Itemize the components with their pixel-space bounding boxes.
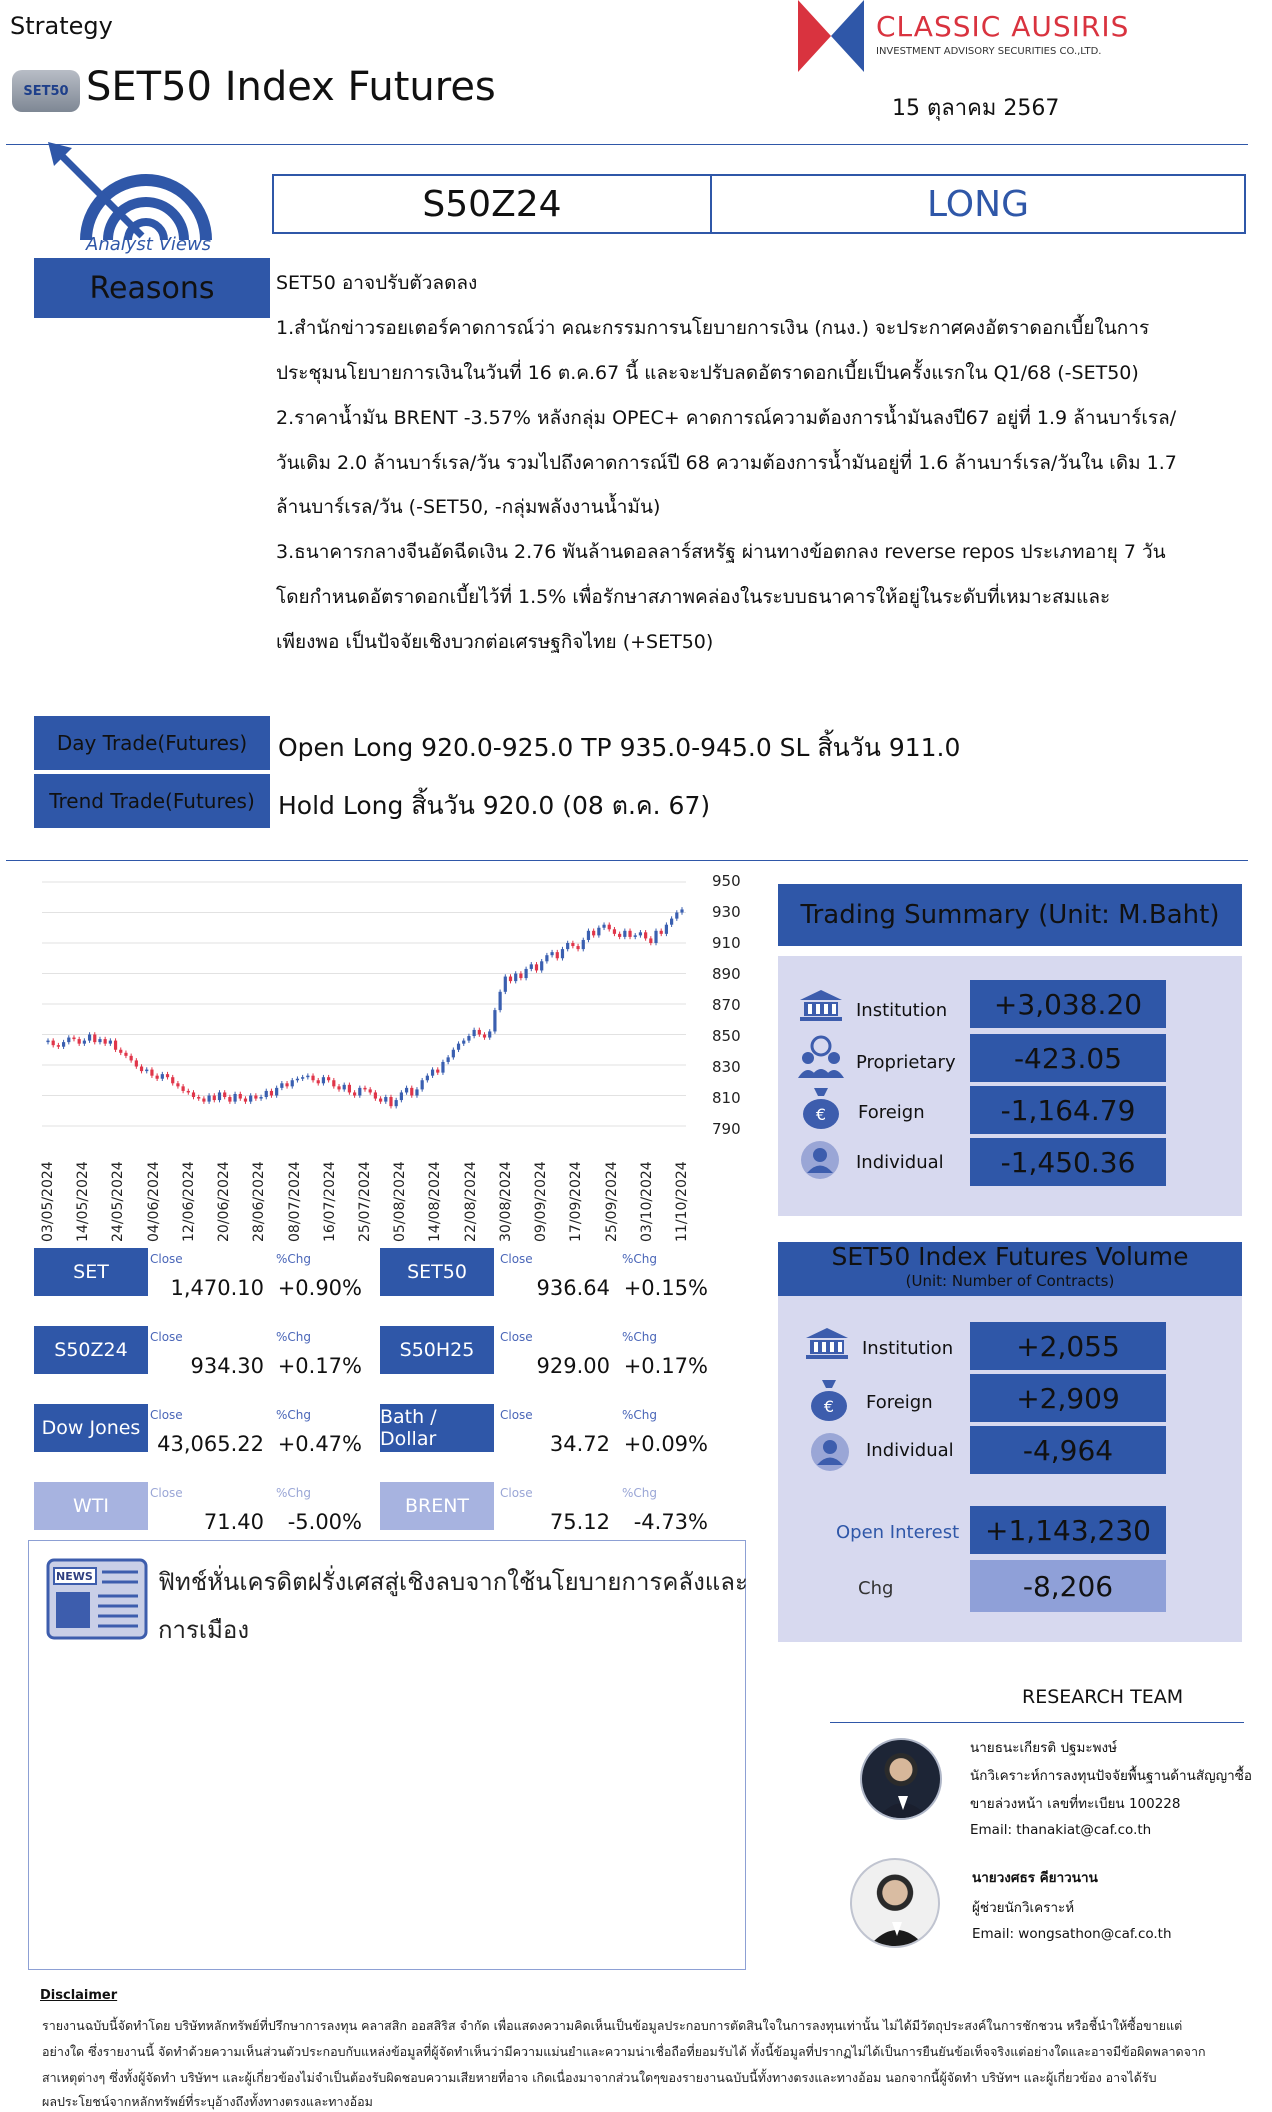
candle xyxy=(576,946,579,949)
candle xyxy=(72,1038,75,1040)
candle xyxy=(660,931,663,934)
set50-badge xyxy=(12,70,80,112)
ts-label-foreign: Foreign xyxy=(858,1102,925,1123)
candle xyxy=(379,1099,382,1102)
candle xyxy=(348,1085,351,1093)
candle xyxy=(519,974,522,979)
candle xyxy=(493,1010,496,1031)
candle xyxy=(389,1097,392,1106)
y-tick: 870 xyxy=(712,996,741,1014)
candle xyxy=(592,931,595,936)
y-tick: 910 xyxy=(712,934,741,952)
chg-label: %Chg xyxy=(622,1408,658,1422)
close-label: Close xyxy=(150,1408,183,1422)
vol-label-individual: Individual xyxy=(866,1440,954,1461)
candle xyxy=(436,1070,439,1073)
candle xyxy=(78,1039,81,1044)
candle xyxy=(514,974,517,982)
candle xyxy=(213,1096,216,1101)
market-tile-brent: BRENT xyxy=(380,1482,494,1530)
disclaimer-title: Disclaimer xyxy=(40,1988,118,2003)
market-chg: +0.09% xyxy=(623,1432,708,1456)
researcher-name: นายธนะเกียรติ ปฐมะพงษ์ xyxy=(970,1740,1118,1756)
candle xyxy=(639,932,642,935)
volume-title: SET50 Index Futures Volume xyxy=(831,1242,1189,1271)
candle xyxy=(207,1096,210,1102)
y-tick: 830 xyxy=(712,1058,741,1076)
x-tick: 08/07/2024 xyxy=(286,1161,303,1242)
news-headline-2[interactable]: การเมือง xyxy=(158,1616,250,1644)
x-tick: 25/07/2024 xyxy=(357,1161,373,1242)
market-tile-s50z24: S50Z24 xyxy=(34,1326,148,1374)
bank-icon xyxy=(804,1326,850,1360)
disclaimer-line: อย่างใด ซึ่งรายงานนี้ จัดทำด้วยความเห็นส่วนตัวประกอบกับแหล่งข้อมูลที่ผู้จัดทำเห็นว่ามีความแม่นยำและความน่าเชื่อถือที่ยอมรับได้ ทั้งนี้ข้อมูลที่ปรากฏไม่ได้เป็นการยืนยันข้อเท็จจริงแต่อย่างใดและอาจมีข้อผิดพลาดจาก xyxy=(42,2044,1206,2059)
candle xyxy=(623,931,626,937)
candle xyxy=(124,1053,127,1056)
market-chg: +0.15% xyxy=(623,1276,708,1300)
candle xyxy=(332,1080,335,1086)
candle xyxy=(244,1099,247,1102)
candle xyxy=(649,938,652,943)
candle xyxy=(150,1070,153,1076)
x-tick: 24/05/2024 xyxy=(110,1161,127,1242)
svg-text:€: € xyxy=(823,1397,835,1416)
person-icon xyxy=(810,1432,850,1472)
y-tick: 950 xyxy=(712,872,741,890)
candle xyxy=(441,1062,444,1073)
ts-label-individual: Individual xyxy=(856,1152,944,1173)
candle xyxy=(337,1086,340,1089)
candle xyxy=(161,1074,164,1079)
trend-trade-text: Hold Long สิ้นวัน 920.0 (08 ต.ค. 67) xyxy=(278,791,711,820)
candle xyxy=(675,913,678,919)
page-title: SET50 Index Futures xyxy=(86,64,496,110)
candle xyxy=(145,1070,148,1072)
y-tick: 890 xyxy=(712,965,741,983)
group-icon xyxy=(798,1034,844,1078)
candle xyxy=(67,1038,70,1043)
candle xyxy=(530,964,533,969)
money-bag-icon xyxy=(808,1378,850,1422)
candle xyxy=(488,1031,491,1037)
market-tile-s50h25: S50H25 xyxy=(380,1326,494,1374)
trend-trade-label: Trend Trade(Futures) xyxy=(34,774,270,828)
candle xyxy=(202,1099,205,1102)
candle xyxy=(228,1097,231,1102)
candle xyxy=(473,1030,476,1036)
reason-line: ล้านบาร์เรล/วัน (-SET50, -กลุ่มพลังงานน้ำมัน) xyxy=(276,496,661,518)
close-label: Close xyxy=(500,1408,533,1422)
candle xyxy=(109,1041,112,1044)
research-team-title: RESEARCH TEAM xyxy=(1022,1686,1184,1708)
vol-value-individual: -4,964 xyxy=(970,1426,1166,1474)
researcher-role: ผู้ช่วยนักวิเคราะห์ xyxy=(972,1900,1075,1916)
market-close: 75.12 xyxy=(549,1510,610,1534)
person-icon xyxy=(800,1140,840,1180)
candle xyxy=(156,1076,159,1079)
candle xyxy=(452,1050,455,1058)
contract-position: LONG xyxy=(927,183,1029,225)
candle xyxy=(119,1050,122,1053)
candle xyxy=(613,929,616,934)
chg-label: %Chg xyxy=(276,1252,312,1266)
day-trade-text: Open Long 920.0-925.0 TP 935.0-945.0 SL สิ้นวัน 911.0 xyxy=(278,733,961,762)
x-tick: 04/06/2024 xyxy=(145,1161,162,1242)
trading-summary-title: Trading Summary (Unit: M.Baht) xyxy=(778,884,1242,946)
candle xyxy=(306,1076,309,1078)
candle xyxy=(582,940,585,949)
candle xyxy=(415,1089,418,1095)
market-chg: +0.90% xyxy=(277,1276,362,1300)
close-label: Close xyxy=(500,1330,533,1344)
x-tick: 11/10/2024 xyxy=(674,1161,690,1242)
ts-label-proprietary: Proprietary xyxy=(856,1052,956,1073)
researcher-name: นายวงศธร คียาวนาน xyxy=(972,1870,1098,1886)
x-tick: 14/05/2024 xyxy=(75,1161,92,1242)
candle xyxy=(499,992,502,1010)
candle xyxy=(254,1096,257,1099)
candle xyxy=(608,925,611,930)
market-chg: -4.73% xyxy=(633,1510,708,1534)
candle xyxy=(166,1074,169,1077)
ts-value-foreign: -1,164.79 xyxy=(970,1086,1166,1134)
volume-subtitle: (Unit: Number of Contracts) xyxy=(905,1272,1115,1290)
candle xyxy=(233,1094,236,1102)
candle xyxy=(680,909,683,912)
candle xyxy=(171,1077,174,1083)
candle xyxy=(462,1041,465,1044)
chg-label: %Chg xyxy=(622,1252,658,1266)
candle xyxy=(478,1030,481,1035)
close-label: Close xyxy=(500,1252,533,1266)
x-tick: 12/06/2024 xyxy=(180,1161,197,1242)
candle xyxy=(296,1079,299,1081)
set50-badge-text: SET50 xyxy=(23,83,69,99)
y-tick: 850 xyxy=(712,1027,741,1045)
candle xyxy=(644,932,647,938)
candle xyxy=(618,934,621,937)
candle xyxy=(374,1092,377,1098)
y-tick: 790 xyxy=(712,1120,741,1138)
candle xyxy=(176,1083,179,1086)
market-close: 71.40 xyxy=(203,1510,264,1534)
oi-chg-value: -8,206 xyxy=(970,1560,1166,1612)
candle xyxy=(114,1041,117,1050)
candle xyxy=(556,952,559,958)
candle xyxy=(654,931,657,943)
y-tick: 810 xyxy=(712,1089,741,1107)
brand-logo-icon xyxy=(798,0,864,72)
candle xyxy=(421,1080,424,1089)
candle xyxy=(197,1097,200,1099)
candle xyxy=(265,1091,268,1097)
brand-name: CLASSIC AUSIRIS xyxy=(876,10,1130,43)
money-bag-icon xyxy=(800,1086,842,1130)
newspaper-icon xyxy=(44,1556,150,1642)
candle xyxy=(301,1077,304,1079)
ts-label-institution: Institution xyxy=(856,1000,948,1021)
market-tile-wti: WTI xyxy=(34,1482,148,1530)
candle xyxy=(665,925,668,934)
candle xyxy=(384,1097,387,1102)
x-tick: 05/08/2024 xyxy=(392,1161,409,1242)
close-label: Close xyxy=(500,1486,533,1500)
candle xyxy=(88,1035,91,1041)
section-label: Strategy xyxy=(10,12,113,40)
x-tick: 14/08/2024 xyxy=(427,1161,444,1242)
candle xyxy=(670,919,673,925)
candle xyxy=(628,931,631,937)
x-tick: 03/05/2024 xyxy=(40,1161,56,1242)
vol-label-foreign: Foreign xyxy=(866,1392,933,1413)
candle xyxy=(597,928,600,936)
candle xyxy=(182,1086,185,1091)
candle xyxy=(83,1041,86,1044)
disclaimer-line: ผลประโยชน์จากหลักทรัพย์ที่ระบุอ้างถึงทั้งทางตรงและทางอ้อม xyxy=(42,2094,373,2109)
avatar xyxy=(850,1858,940,1948)
disclaimer-line: สาเหตุต่างๆ ซึ่งทั้งผู้จัดทำ บริษัทฯ และผู้เกี่ยวข้องไม่จำเป็นต้องรับผิดชอบความเสียหายที่อาจ เกิดเนื่องมาจากส่วนใดๆของรายงานฉบับนี้ทั้งทางตรงและทางอ้อม นอกจากนี้ผู้จัดทำ บริษัทฯ และผู้เกี่ยวข้อง อาจได้รับ xyxy=(42,2070,1157,2085)
market-chg: +0.17% xyxy=(277,1354,362,1378)
market-chg: -5.00% xyxy=(287,1510,362,1534)
candle xyxy=(343,1085,346,1090)
market-tile-set: SET xyxy=(34,1248,148,1296)
ts-value-institution: +3,038.20 xyxy=(970,980,1166,1028)
market-tile-dow-jones: Dow Jones xyxy=(34,1404,148,1452)
candle xyxy=(249,1096,252,1102)
x-tick: 28/06/2024 xyxy=(251,1161,268,1242)
candle xyxy=(57,1045,60,1047)
market-close: 936.64 xyxy=(536,1276,610,1300)
reason-line: วันเดิม 2.0 ล้านบาร์เรล/วัน รวมไปถึงคาดการณ์ปี 68 ความต้องการน้ำมันอยู่ที่ 1.6 ล้านบาร์เรล/วันใน เดิม 1.7 xyxy=(276,452,1177,474)
candle xyxy=(93,1035,96,1043)
candle xyxy=(358,1088,361,1096)
candle xyxy=(431,1070,434,1076)
vol-label-institution: Institution xyxy=(862,1338,954,1359)
candle xyxy=(426,1076,429,1081)
candle xyxy=(504,977,507,992)
candle xyxy=(540,961,543,970)
chg-label: %Chg xyxy=(276,1486,312,1500)
researcher-role: นักวิเคราะห์การลงทุนปัจจัยพื้นฐานด้านสัญญาซื้อ xyxy=(970,1768,1252,1784)
candle xyxy=(192,1092,195,1097)
x-tick: 20/06/2024 xyxy=(216,1161,233,1242)
news-badge-text: NEWS xyxy=(56,1570,93,1583)
market-close: 929.00 xyxy=(536,1354,610,1378)
reason-line: 1.สำนักข่าวรอยเตอร์คาดการณ์ว่า คณะกรรมการนโยบายการเงิน (กนง.) จะประกาศคงอัตราดอกเบี้ยในการ xyxy=(276,317,1150,339)
market-tile-baht-dollar: Bath / Dollar xyxy=(380,1404,494,1452)
x-tick: 16/07/2024 xyxy=(321,1161,338,1242)
candle xyxy=(571,943,574,946)
candle xyxy=(130,1056,133,1061)
disclaimer-line: รายงานฉบับนี้จัดทำโดย บริษัทหลักทรัพย์ที่ปรึกษาการลงทุน คลาสสิก ออสสิริส จำกัด เพื่อแสดงความคิดเห็นเป็นข้อมูลประกอบการตัดสินใจในการลงทุนเท่านั้น ไม่ได้มีวัตถุประสงค์ในการชักชวน หรือชี้นำให้ซื้อขายแต่ xyxy=(42,2018,1183,2033)
candle xyxy=(140,1067,143,1072)
x-tick: 17/09/2024 xyxy=(568,1161,585,1242)
ts-value-proprietary: -423.05 xyxy=(970,1034,1166,1082)
candle xyxy=(353,1092,356,1095)
candle xyxy=(587,931,590,940)
candle xyxy=(634,935,637,937)
candle xyxy=(400,1092,403,1100)
candle xyxy=(561,949,564,958)
svg-text:€: € xyxy=(815,1105,827,1124)
market-close: 1,470.10 xyxy=(170,1276,264,1300)
chg-label: %Chg xyxy=(622,1486,658,1500)
candle xyxy=(457,1044,460,1050)
market-close: 43,065.22 xyxy=(157,1432,264,1456)
research-divider xyxy=(830,1722,1244,1723)
reason-line: โดยกำหนดอัตราดอกเบี้ยไว้ที่ 1.5% เพื่อรักษาสภาพคล่องในระบบธนาคารให้อยู่ในระดับที่เหมาะสมและ xyxy=(276,586,1111,608)
x-tick: 03/10/2024 xyxy=(638,1161,655,1242)
candle xyxy=(395,1100,398,1106)
market-tile-set50: SET50 xyxy=(380,1248,494,1296)
candle xyxy=(275,1088,278,1096)
candle xyxy=(291,1080,294,1086)
news-headline-1[interactable]: ฟิทช์หั่นเครดิตฝรั่งเศสสู่เชิงลบจากใช้นโยบายการคลังและ xyxy=(158,1568,748,1596)
open-interest-label: Open Interest xyxy=(836,1522,960,1543)
candle xyxy=(239,1094,242,1099)
close-label: Close xyxy=(150,1330,183,1344)
market-chg: +0.47% xyxy=(277,1432,362,1456)
reason-line: 2.ราคาน้ำมัน BRENT -3.57% หลังกลุ่ม OPEC+ คาดการณ์ความต้องการน้ำมันลงปี67 อยู่ที่ 1.9 ล้านบาร์เรล/ xyxy=(276,407,1177,429)
brand-subtitle: INVESTMENT ADVISORY SECURITIES CO.,LTD. xyxy=(876,46,1102,57)
x-tick: 25/09/2024 xyxy=(603,1161,620,1242)
candle xyxy=(550,952,553,955)
chg-label: %Chg xyxy=(276,1330,312,1344)
candle xyxy=(566,943,569,949)
candle xyxy=(602,925,605,928)
candle xyxy=(223,1092,226,1097)
candle xyxy=(98,1039,101,1042)
candle xyxy=(322,1077,325,1083)
candle xyxy=(270,1091,273,1096)
candle xyxy=(363,1088,366,1090)
market-chg: +0.17% xyxy=(623,1354,708,1378)
candle xyxy=(62,1042,65,1047)
chg-label: %Chg xyxy=(276,1408,312,1422)
day-trade-label: Day Trade(Futures) xyxy=(34,716,270,770)
candle xyxy=(545,955,548,961)
researcher-role: ขายล่วงหน้า เลขที่ทะเบียน 100228 xyxy=(970,1796,1181,1812)
vol-value-foreign: +2,909 xyxy=(970,1374,1166,1422)
analyst-views-text: Analyst Views xyxy=(86,234,212,255)
candle xyxy=(52,1041,55,1046)
candle xyxy=(447,1057,450,1062)
candle xyxy=(327,1077,330,1080)
researcher-email[interactable]: Email: wongsathon@caf.co.th xyxy=(972,1926,1172,1942)
bank-icon xyxy=(798,988,844,1022)
candle xyxy=(410,1088,413,1096)
avatar xyxy=(860,1738,942,1820)
vol-value-institution: +2,055 xyxy=(970,1322,1166,1370)
chg-label: %Chg xyxy=(622,1330,658,1344)
y-tick: 930 xyxy=(712,903,741,921)
market-close: 934.30 xyxy=(190,1354,264,1378)
candle xyxy=(317,1080,320,1083)
candle xyxy=(509,977,512,982)
oi-chg-label: Chg xyxy=(858,1578,894,1599)
open-interest-value: +1,143,230 xyxy=(970,1506,1166,1554)
close-label: Close xyxy=(150,1486,183,1500)
contract-code: S50Z24 xyxy=(422,183,562,225)
report-date: 15 ตุลาคม 2567 xyxy=(892,96,1060,121)
candle xyxy=(405,1088,408,1093)
candle xyxy=(104,1039,107,1044)
candle xyxy=(369,1089,372,1092)
x-tick: 30/08/2024 xyxy=(497,1161,514,1242)
close-label: Close xyxy=(150,1252,183,1266)
reason-line: SET50 อาจปรับตัวลดลง xyxy=(276,272,478,294)
candle xyxy=(311,1076,314,1081)
candle xyxy=(467,1036,470,1041)
candle xyxy=(483,1035,486,1038)
reason-line: 3.ธนาคารกลางจีนอัดฉีดเงิน 2.76 พันล้านดอลลาร์สหรัฐ ผ่านทางข้อตกลง reverse repos ประเภทอายุ 7 วัน xyxy=(276,541,1166,563)
candle xyxy=(524,969,527,978)
reason-line: เพียงพอ เป็นปัจจัยเชิงบวกต่อเศรษฐกิจไทย (+SET50) xyxy=(276,631,714,653)
candle xyxy=(187,1091,190,1093)
candle xyxy=(135,1060,138,1066)
x-tick: 22/08/2024 xyxy=(462,1161,479,1242)
candle xyxy=(259,1097,262,1099)
researcher-email[interactable]: Email: thanakiat@caf.co.th xyxy=(970,1822,1152,1838)
candle xyxy=(46,1041,49,1043)
ts-value-individual: -1,450.36 xyxy=(970,1138,1166,1186)
section-divider xyxy=(6,860,1248,861)
x-tick: 09/09/2024 xyxy=(533,1161,550,1242)
candle xyxy=(285,1083,288,1086)
candle xyxy=(280,1083,283,1088)
candle xyxy=(535,964,538,970)
reason-line: ประชุมนโยบายการเงินในวันที่ 16 ต.ค.67 นี้ และจะปรับลดอัตราดอกเบี้ยเป็นครั้งแรกใน Q1/68 (-SET50) xyxy=(276,362,1139,384)
price-chart xyxy=(40,870,700,1140)
reasons-label: Reasons xyxy=(34,258,270,318)
candle xyxy=(218,1092,221,1100)
market-close: 34.72 xyxy=(549,1432,610,1456)
